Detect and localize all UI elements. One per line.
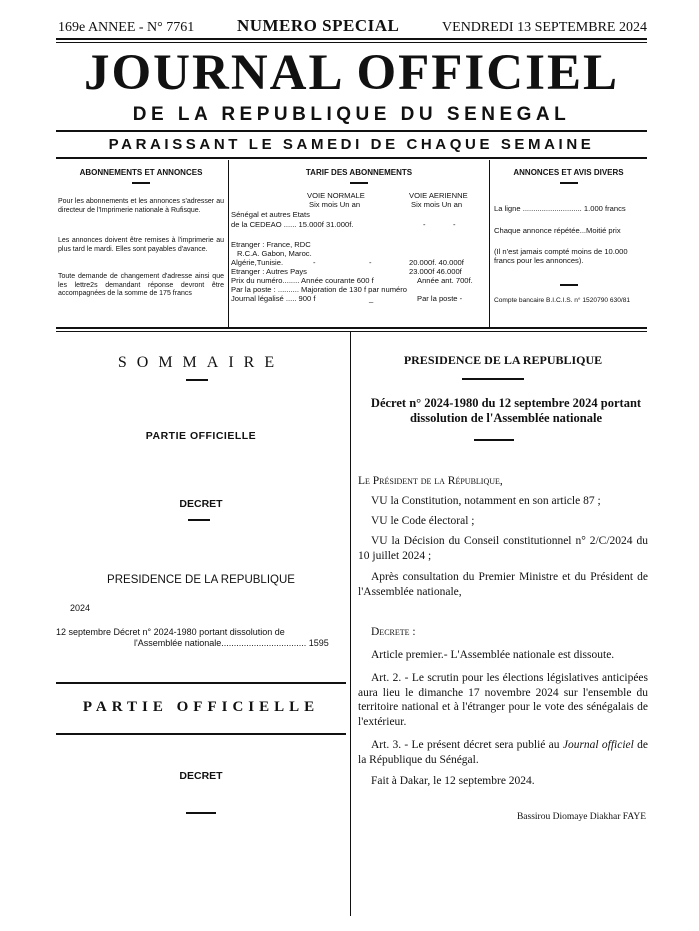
tariff-dash: - bbox=[313, 258, 316, 267]
decree-apres-consultation: Après consultation du Premier Ministre et du Président de l'Assemblée nationale, bbox=[358, 571, 648, 598]
sommaire-year: 2024 bbox=[70, 603, 91, 613]
tariff-value-annee-ant: Année ant. 700f. bbox=[417, 276, 473, 285]
tariff-row-autres-pays: Etranger : Autres Pays bbox=[231, 267, 307, 276]
tariff-row-rca: R.C.A. Gabon, Maroc. bbox=[237, 249, 312, 258]
sommaire-decret: DECRET bbox=[179, 498, 223, 510]
partie-officielle-heading: PARTIE OFFICIELLE bbox=[82, 699, 320, 715]
periods-aerienne: Six mois Un an bbox=[411, 200, 463, 209]
tariff-row-senegal: Sénégal et autres Etats bbox=[231, 210, 310, 219]
tariff-row-poste: Par la poste : .......... Majoration de 130 f par numéro bbox=[231, 285, 408, 294]
subscriptions-text-3: Toute demande de changement d'adresse ainsi que les lettre2s demandant réponse devront être accompagnées de la somme de 175 francs bbox=[58, 273, 224, 297]
box-top-rule bbox=[56, 157, 647, 159]
heading-dash bbox=[132, 182, 150, 184]
special-issue-label: NUMERO SPECIAL bbox=[236, 16, 400, 35]
article-3-suffix: de la République du Sénégal. bbox=[358, 739, 649, 766]
sommaire-dash bbox=[186, 379, 208, 381]
tariff-row-prix-numero: Prix du numéro........ Année courante 600 f bbox=[231, 276, 374, 285]
column-divider bbox=[350, 331, 351, 916]
decret-dash-bottom bbox=[186, 812, 216, 814]
decree-decrete: Decrete : bbox=[371, 626, 416, 638]
box-bottom-rule bbox=[56, 327, 647, 329]
decree-president: Le Président de la République, bbox=[358, 475, 503, 487]
announcements-column bbox=[490, 160, 647, 328]
top-rule bbox=[56, 38, 647, 40]
tariff-value-algerie: 20.000f. 40.000f bbox=[409, 258, 464, 267]
decree-vu-code-electoral: VU le Code électoral ; bbox=[371, 515, 475, 527]
decret-heading: DECRET bbox=[179, 770, 223, 782]
decret-dash bbox=[188, 519, 210, 521]
subscriptions-heading: ABONNEMENTS ET ANNONCES bbox=[79, 168, 203, 177]
tariff-dash: _ bbox=[369, 294, 374, 303]
heading-dash bbox=[560, 182, 578, 184]
journal-title: JOURNAL OFFICIEL bbox=[84, 45, 619, 101]
subscriptions-text-1: Pour les abonnements et les annonces s'adresser au directeur de l'Imprimerie nationale à Rufisque. bbox=[58, 198, 224, 214]
box-bottom-rule-thin bbox=[56, 331, 647, 332]
tariff-column bbox=[228, 160, 490, 328]
voie-normale-label: VOIE NORMALE bbox=[307, 191, 365, 200]
announcements-heading: ANNONCES ET AVIS DIVERS bbox=[513, 168, 624, 177]
sommaire-partie-officielle: PARTIE OFFICIELLE bbox=[145, 430, 257, 442]
subscription-box bbox=[56, 160, 647, 328]
bank-dash bbox=[560, 284, 578, 286]
sommaire-entry-line2: l'Assemblée nationale.................................. 1595 bbox=[134, 638, 329, 648]
journal-subtitle: DE LA REPUBLIQUE DU SENEGAL bbox=[132, 104, 571, 125]
tariff-dash: - bbox=[369, 258, 372, 267]
decree-heading-dash bbox=[462, 378, 524, 380]
tariff-row-france: Etranger : France, RDC bbox=[231, 240, 311, 249]
heading-dash bbox=[350, 182, 368, 184]
decree-article-3 bbox=[358, 738, 648, 767]
tariff-value-autres-pays: 23.000f 46.000f bbox=[409, 267, 462, 276]
left-rule-bottom bbox=[56, 733, 346, 735]
tariff-row-legalise: Journal légalisé ..... 900 f bbox=[231, 294, 316, 303]
decree-signature: Bassirou Diomaye Diakhar FAYE bbox=[516, 812, 646, 822]
tariff-row-cedeao: de la CEDEAO ...... 15.000f 31.000f. bbox=[231, 220, 354, 229]
subscriptions-text-2: Les annonces doivent être remises à l'imprimerie au plus tard le mardi. Elles sont payables d'avance. bbox=[58, 237, 224, 253]
bank-account: Compte bancaire B.I.C.I.S. n° 1520790 630/81 bbox=[494, 297, 631, 304]
periods-normale: Six mois Un an bbox=[309, 200, 361, 209]
article-3-journal: Journal officiel bbox=[562, 739, 634, 751]
decree-vu-constitution: VU la Constitution, notamment en son article 87 ; bbox=[371, 495, 601, 507]
tariff-heading: TARIF DES ABONNEMENTS bbox=[305, 168, 413, 177]
article-3-text: Art. 3. - Le présent décret sera publié au bbox=[371, 739, 563, 751]
subscriptions-column bbox=[56, 160, 226, 328]
tariff-row-algerie: Algérie,Tunisie. bbox=[231, 258, 284, 267]
decree-presidence-heading: PRESIDENCE DE LA REPUBLIQUE bbox=[403, 353, 603, 367]
decree-article-1: Article premier.- L'Assemblée nationale est dissoute. bbox=[371, 649, 615, 661]
voie-aerienne-label: VOIE AERIENNE bbox=[409, 191, 468, 200]
sommaire-entry-line1: 12 septembre Décret n° 2024-1980 portant dissolution de bbox=[56, 627, 285, 637]
sommaire-presidence: PRESIDENCE DE LA REPUBLIQUE bbox=[107, 574, 295, 586]
price-per-line: La ligne ............................ 1.000 francs bbox=[494, 204, 626, 213]
decree-title-dash bbox=[474, 439, 514, 441]
issue-date: VENDREDI 13 SEPTEMBRE 2024 bbox=[442, 20, 647, 35]
top-rule-thin bbox=[56, 42, 647, 43]
masthead-rule bbox=[56, 130, 647, 132]
left-rule-top bbox=[56, 682, 346, 684]
tariff-dash: - bbox=[453, 220, 456, 229]
sommaire-title: SOMMAIRE bbox=[117, 354, 285, 371]
issue-line bbox=[58, 12, 647, 36]
decree-article-2: Art. 2. - Le scrutin pour les élections législatives anticipées aura lieu le dimanche 17 novembre 2024 sur l'ensemble du territoire national et à l'étranger pour le vote des sénégalais de l'extérieur. bbox=[358, 672, 648, 728]
tariff-value-legalise-poste: Par la poste - bbox=[417, 294, 463, 303]
repeat-price: Chaque annonce répétée...Moitié prix bbox=[494, 226, 621, 235]
minimum-price-note: (Il n'est jamais compté moins de 10.000 francs pour les annonces). bbox=[494, 247, 628, 265]
decree-fait-a-dakar: Fait à Dakar, le 12 septembre 2024. bbox=[371, 775, 535, 787]
issue-number: 169e ANNEE - N° 7761 bbox=[58, 20, 195, 35]
publication-frequency: PARAISSANT LE SAMEDI DE CHAQUE SEMAINE bbox=[108, 136, 595, 153]
decree-vu-decision: VU la Décision du Conseil constitutionnel n° 2/C/2024 du 10 juillet 2024 ; bbox=[358, 535, 648, 562]
tariff-dash: - bbox=[423, 220, 426, 229]
decree-title: Décret n° 2024-1980 du 12 septembre 2024 portant dissolution de l'Assemblée nationale bbox=[370, 396, 642, 425]
